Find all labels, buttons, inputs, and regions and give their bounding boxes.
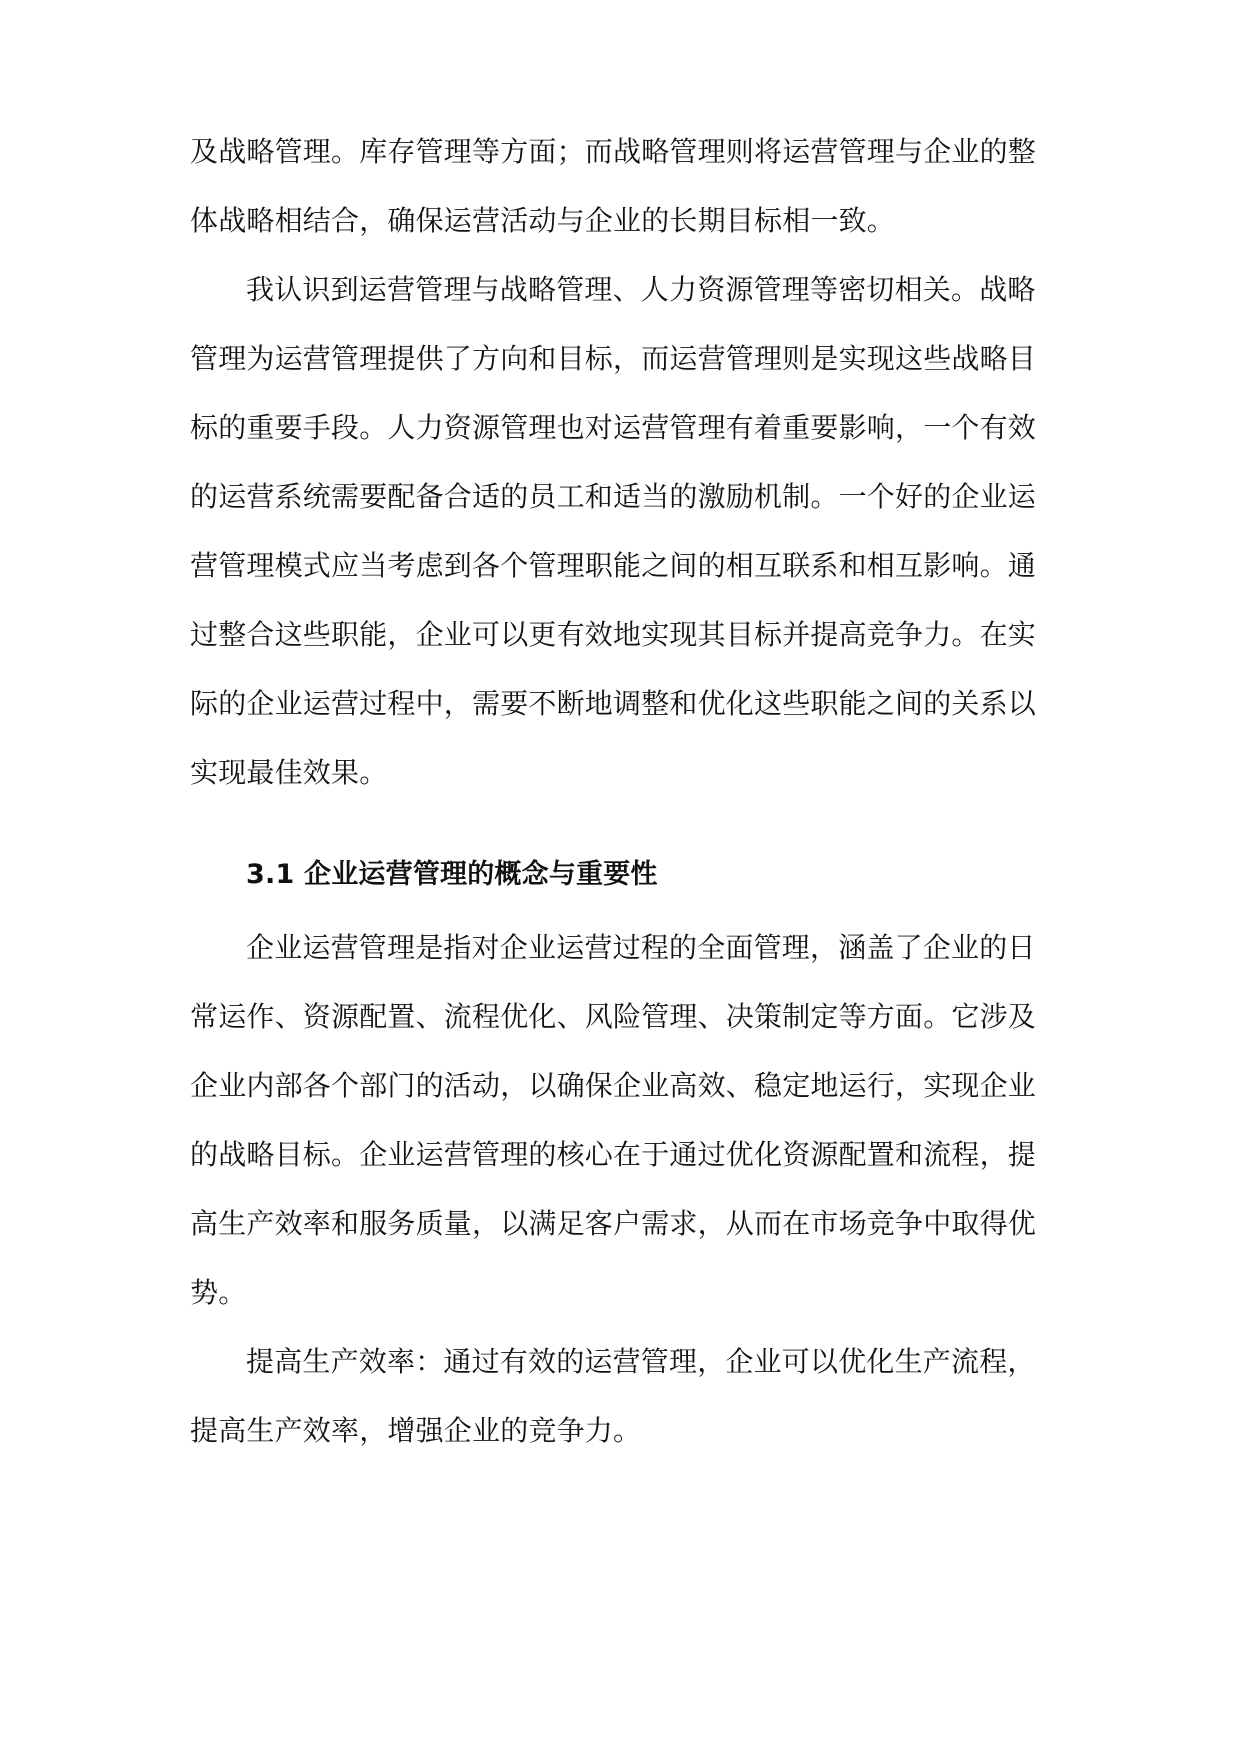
paragraph-4-line-1: 提高生产效率：通过有效的运营管理，企业可以优化生产流程，: [246, 1345, 1036, 1378]
paragraph-1-line-1: 及战略管理。库存管理等方面；而战略管理则将运营管理与企业的整: [190, 135, 1037, 168]
paragraph-2-line-5: 营管理模式应当考虑到各个管理职能之间的相互联系和相互影响。通: [190, 549, 1037, 582]
paragraph-2-line-6: 过整合这些职能，企业可以更有效地实现其目标并提高竞争力。在实: [190, 618, 1037, 651]
paragraph-2-line-3: 标的重要手段。人力资源管理也对运营管理有着重要影响，一个有效: [190, 411, 1037, 444]
paragraph-2-line-7: 际的企业运营过程中，需要不断地调整和优化这些职能之间的关系以: [190, 687, 1037, 720]
paragraph-2-line-4: 的运营系统需要配备合适的员工和适当的激励机制。一个好的企业运: [190, 480, 1037, 513]
section-heading: 3.1 企业运营管理的概念与重要性: [246, 859, 658, 890]
paragraph-3-line-3: 企业内部各个部门的活动，以确保企业高效、稳定地运行，实现企业: [190, 1069, 1037, 1102]
paragraph-4-line-2: 提高生产效率，增强企业的竞争力。: [190, 1414, 642, 1447]
paragraph-3-line-5: 高生产效率和服务质量，以满足客户需求，从而在市场竞争中取得优: [190, 1207, 1037, 1240]
paragraph-3-line-6: 势。: [190, 1276, 247, 1309]
paragraph-3-line-1: 企业运营管理是指对企业运营过程的全面管理，涵盖了企业的日: [246, 931, 1036, 964]
paragraph-1-line-2: 体战略相结合，确保运营活动与企业的长期目标相一致。: [190, 204, 896, 237]
paragraph-2-line-8: 实现最佳效果。: [190, 756, 388, 789]
paragraph-2-line-2: 管理为运营管理提供了方向和目标，而运营管理则是实现这些战略目: [190, 342, 1037, 375]
paragraph-3-line-4: 的战略目标。企业运营管理的核心在于通过优化资源配置和流程，提: [190, 1138, 1037, 1171]
paragraph-2-line-1: 我认识到运营管理与战略管理、人力资源管理等密切相关。战略: [246, 273, 1036, 306]
paragraph-3-line-2: 常运作、资源配置、流程优化、风险管理、决策制定等方面。它涉及: [190, 1000, 1037, 1033]
